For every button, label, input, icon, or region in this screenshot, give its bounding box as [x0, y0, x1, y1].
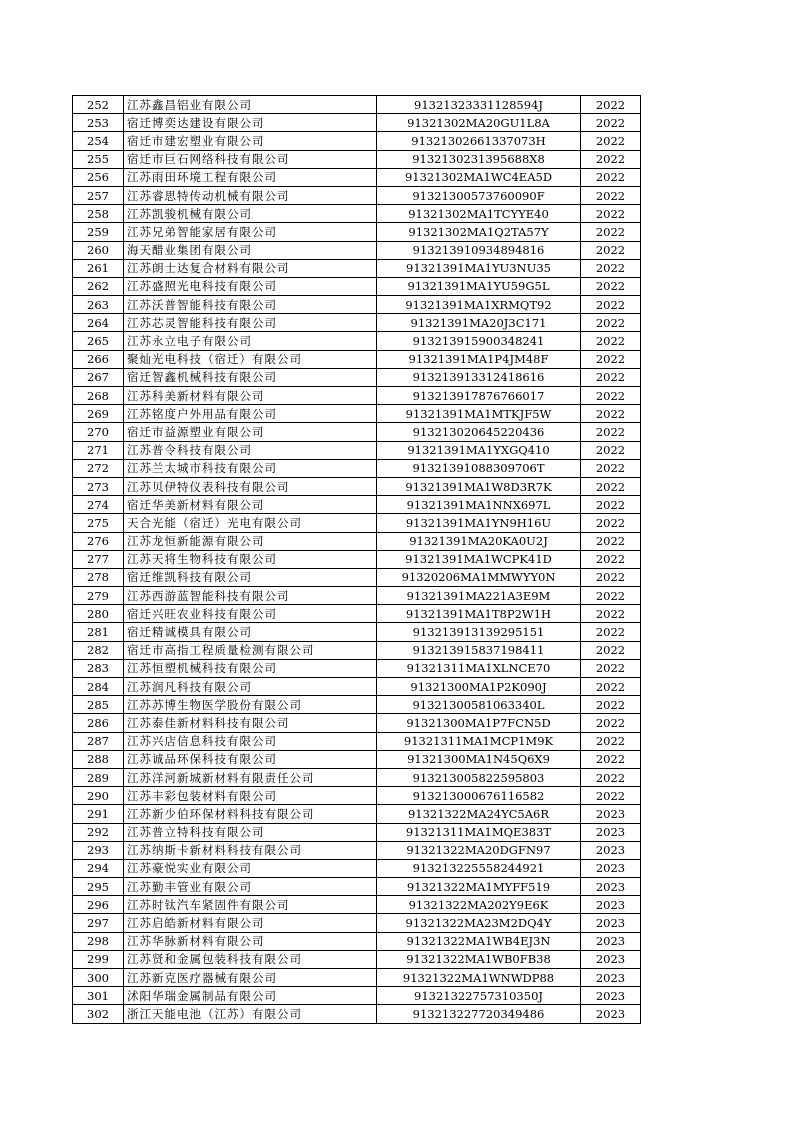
row-number-cell: 264 — [73, 314, 124, 332]
company-name-cell: 江苏科美新材料有限公司 — [124, 387, 377, 405]
row-number-cell: 279 — [73, 587, 124, 605]
credit-code-cell: 913213913139295151 — [377, 623, 581, 641]
credit-code-cell: 91321391MA20KA0U2J — [377, 532, 581, 550]
row-number-cell: 290 — [73, 787, 124, 805]
credit-code-cell: 913213225558244921 — [377, 859, 581, 877]
credit-code-cell: 91320206MA1MMWYY0N — [377, 568, 581, 586]
year-cell: 2022 — [581, 605, 641, 623]
credit-code-cell: 91321311MA1MQE383T — [377, 823, 581, 841]
company-name-cell: 宿迁维凯科技有限公司 — [124, 568, 377, 586]
year-cell: 2022 — [581, 350, 641, 368]
table-row — [73, 587, 641, 605]
credit-code-cell: 91321322MA1WNWDP88 — [377, 969, 581, 987]
company-name-cell: 宿迁市巨石网络科技有限公司 — [124, 150, 377, 168]
company-name-cell: 聚灿光电科技（宿迁）有限公司 — [124, 350, 377, 368]
credit-code-cell: 91321391MA1YU59G5L — [377, 277, 581, 295]
table-row — [73, 423, 641, 441]
table-row — [73, 1005, 641, 1023]
company-name-cell: 江苏贤和金属包装科技有限公司 — [124, 950, 377, 968]
row-number-cell: 267 — [73, 368, 124, 386]
table-row — [73, 750, 641, 768]
company-name-cell: 江苏纳斯卡新材料科技有限公司 — [124, 841, 377, 859]
company-name-cell: 江苏泰佳新材料科技有限公司 — [124, 714, 377, 732]
table-row — [73, 350, 641, 368]
year-cell: 2022 — [581, 223, 641, 241]
table-row — [73, 368, 641, 386]
year-cell: 2022 — [581, 732, 641, 750]
table-row — [73, 859, 641, 877]
credit-code-cell: 91321300MA1P2K090J — [377, 678, 581, 696]
company-name-cell: 宿迁市建宏塑业有限公司 — [124, 132, 377, 150]
row-number-cell: 284 — [73, 678, 124, 696]
table-row — [73, 96, 641, 114]
row-number-cell: 262 — [73, 277, 124, 295]
table-row — [73, 678, 641, 696]
company-name-cell: 江苏兴店信息科技有限公司 — [124, 732, 377, 750]
row-number-cell: 272 — [73, 459, 124, 477]
year-cell: 2022 — [581, 387, 641, 405]
row-number-cell: 302 — [73, 1005, 124, 1023]
table-row — [73, 787, 641, 805]
table-row — [73, 150, 641, 168]
table-row — [73, 550, 641, 568]
company-name-cell: 江苏芯灵智能科技有限公司 — [124, 314, 377, 332]
company-name-cell: 江苏启皓新材料有限公司 — [124, 914, 377, 932]
row-number-cell: 276 — [73, 532, 124, 550]
year-cell: 2022 — [581, 659, 641, 677]
table-row — [73, 696, 641, 714]
row-number-cell: 261 — [73, 259, 124, 277]
credit-code-cell: 91321391088309706T — [377, 459, 581, 477]
year-cell: 2022 — [581, 768, 641, 786]
credit-code-cell: 913213020645220436 — [377, 423, 581, 441]
table-row — [73, 277, 641, 295]
credit-code-cell: 91321391MA1YXGQ410 — [377, 441, 581, 459]
table-row — [73, 223, 641, 241]
company-name-cell: 江苏丰彩包装材料有限公司 — [124, 787, 377, 805]
table-row — [73, 896, 641, 914]
year-cell: 2022 — [581, 168, 641, 186]
credit-code-cell: 91321302MA1WC4EA5D — [377, 168, 581, 186]
row-number-cell: 282 — [73, 641, 124, 659]
table-row — [73, 496, 641, 514]
credit-code-cell: 91321391MA221A3E9M — [377, 587, 581, 605]
company-name-cell: 江苏凯骏机械有限公司 — [124, 205, 377, 223]
row-number-cell: 286 — [73, 714, 124, 732]
credit-code-cell: 91321391MA1P4JM48F — [377, 350, 581, 368]
credit-code-cell: 91321391MA1MTKJF5W — [377, 405, 581, 423]
row-number-cell: 280 — [73, 605, 124, 623]
credit-code-cell: 9132130231395688X8 — [377, 150, 581, 168]
credit-code-cell: 91321300MA1P7FCN5D — [377, 714, 581, 732]
credit-code-cell: 91321300581063340L — [377, 696, 581, 714]
year-cell: 2022 — [581, 205, 641, 223]
table-row — [73, 387, 641, 405]
company-name-cell: 江苏朗士达复合材料有限公司 — [124, 259, 377, 277]
credit-code-cell: 91321391MA1XRMQT92 — [377, 296, 581, 314]
year-cell: 2022 — [581, 514, 641, 532]
credit-code-cell: 91321322MA1WB0FB38 — [377, 950, 581, 968]
table-row — [73, 641, 641, 659]
credit-code-cell: 91321322MA1MYFF519 — [377, 878, 581, 896]
year-cell: 2022 — [581, 750, 641, 768]
year-cell: 2022 — [581, 696, 641, 714]
company-name-cell: 江苏新少伯环保材料科技有限公司 — [124, 805, 377, 823]
row-number-cell: 254 — [73, 132, 124, 150]
year-cell: 2022 — [581, 459, 641, 477]
row-number-cell: 271 — [73, 441, 124, 459]
row-number-cell: 263 — [73, 296, 124, 314]
company-name-cell: 江苏苏博生物医学股份有限公司 — [124, 696, 377, 714]
row-number-cell: 270 — [73, 423, 124, 441]
row-number-cell: 265 — [73, 332, 124, 350]
row-number-cell: 266 — [73, 350, 124, 368]
company-name-cell: 江苏新克医疗器械有限公司 — [124, 969, 377, 987]
company-name-cell: 江苏盛照光电科技有限公司 — [124, 277, 377, 295]
credit-code-cell: 91321311MA1MCP1M9K — [377, 732, 581, 750]
company-name-cell: 宿迁精诚模具有限公司 — [124, 623, 377, 641]
year-cell: 2022 — [581, 678, 641, 696]
table-row — [73, 969, 641, 987]
year-cell: 2023 — [581, 950, 641, 968]
table-row — [73, 732, 641, 750]
year-cell: 2022 — [581, 114, 641, 132]
company-name-cell: 江苏华脉新材料有限公司 — [124, 932, 377, 950]
year-cell: 2023 — [581, 1005, 641, 1023]
year-cell: 2023 — [581, 987, 641, 1005]
year-cell: 2023 — [581, 805, 641, 823]
company-name-cell: 江苏沃普智能科技有限公司 — [124, 296, 377, 314]
table-row — [73, 514, 641, 532]
year-cell: 2023 — [581, 841, 641, 859]
company-name-cell: 江苏勤丰管业有限公司 — [124, 878, 377, 896]
year-cell: 2022 — [581, 96, 641, 114]
table-body — [73, 96, 641, 1024]
row-number-cell: 281 — [73, 623, 124, 641]
row-number-cell: 275 — [73, 514, 124, 532]
credit-code-cell: 91321300MA1N45Q6X9 — [377, 750, 581, 768]
row-number-cell: 288 — [73, 750, 124, 768]
company-name-cell: 宿迁智鑫机械科技有限公司 — [124, 368, 377, 386]
company-name-cell: 江苏天将生物科技有限公司 — [124, 550, 377, 568]
table-row — [73, 768, 641, 786]
company-name-cell: 江苏西游蓝智能科技有限公司 — [124, 587, 377, 605]
table-row — [73, 841, 641, 859]
year-cell: 2022 — [581, 496, 641, 514]
company-name-cell: 江苏龙恒新能源有限公司 — [124, 532, 377, 550]
company-name-cell: 宿迁市高指工程质量检测有限公司 — [124, 641, 377, 659]
credit-code-cell: 91321391MA1YU3NU35 — [377, 259, 581, 277]
credit-code-cell: 91321302MA1TCYYE40 — [377, 205, 581, 223]
year-cell: 2022 — [581, 314, 641, 332]
year-cell: 2023 — [581, 878, 641, 896]
year-cell: 2022 — [581, 368, 641, 386]
table-row — [73, 623, 641, 641]
row-number-cell: 257 — [73, 186, 124, 204]
credit-code-cell: 913213915900348241 — [377, 332, 581, 350]
credit-code-cell: 91321391MA1WCPK41D — [377, 550, 581, 568]
year-cell: 2022 — [581, 405, 641, 423]
year-cell: 2022 — [581, 587, 641, 605]
year-cell: 2022 — [581, 186, 641, 204]
company-name-cell: 宿迁博奕达建设有限公司 — [124, 114, 377, 132]
credit-code-cell: 91321391MA1NNX697L — [377, 496, 581, 514]
year-cell: 2022 — [581, 332, 641, 350]
credit-code-cell: 91321322MA20DGFN97 — [377, 841, 581, 859]
row-number-cell: 253 — [73, 114, 124, 132]
credit-code-cell: 91321302MA1Q2TA57Y — [377, 223, 581, 241]
table-row — [73, 114, 641, 132]
company-name-cell: 江苏恒塑机械科技有限公司 — [124, 659, 377, 677]
row-number-cell: 296 — [73, 896, 124, 914]
table-row — [73, 259, 641, 277]
credit-code-cell: 913213227720349486 — [377, 1005, 581, 1023]
table-row — [73, 168, 641, 186]
company-name-cell: 宿迁市益源塑业有限公司 — [124, 423, 377, 441]
year-cell: 2022 — [581, 423, 641, 441]
year-cell: 2023 — [581, 859, 641, 877]
table-row — [73, 805, 641, 823]
company-name-cell: 江苏铭度户外用品有限公司 — [124, 405, 377, 423]
credit-code-cell: 913213913312418616 — [377, 368, 581, 386]
company-name-cell: 沭阳华瑞金属制品有限公司 — [124, 987, 377, 1005]
table-row — [73, 459, 641, 477]
company-name-cell: 宿迁兴旺农业科技有限公司 — [124, 605, 377, 623]
credit-code-cell: 913213000676116582 — [377, 787, 581, 805]
credit-code-cell: 913213005822595803 — [377, 768, 581, 786]
credit-code-cell: 91321302661337073H — [377, 132, 581, 150]
table-row — [73, 477, 641, 495]
year-cell: 2022 — [581, 641, 641, 659]
row-number-cell: 259 — [73, 223, 124, 241]
credit-code-cell: 913213917876766017 — [377, 387, 581, 405]
year-cell: 2022 — [581, 550, 641, 568]
year-cell: 2023 — [581, 914, 641, 932]
table-row — [73, 186, 641, 204]
table-row — [73, 405, 641, 423]
table-row — [73, 659, 641, 677]
company-name-cell: 海天醋业集团有限公司 — [124, 241, 377, 259]
year-cell: 2023 — [581, 969, 641, 987]
row-number-cell: 299 — [73, 950, 124, 968]
row-number-cell: 291 — [73, 805, 124, 823]
company-name-cell: 天合光能（宿迁）光电有限公司 — [124, 514, 377, 532]
table-row — [73, 605, 641, 623]
row-number-cell: 293 — [73, 841, 124, 859]
credit-code-cell: 91321323331128594J — [377, 96, 581, 114]
table-row — [73, 441, 641, 459]
year-cell: 2022 — [581, 787, 641, 805]
credit-code-cell: 91321322MA202Y9E6K — [377, 896, 581, 914]
year-cell: 2022 — [581, 277, 641, 295]
company-name-cell: 江苏普立特科技有限公司 — [124, 823, 377, 841]
table-row — [73, 932, 641, 950]
row-number-cell: 298 — [73, 932, 124, 950]
table-row — [73, 296, 641, 314]
table-row — [73, 714, 641, 732]
table-row — [73, 950, 641, 968]
year-cell: 2022 — [581, 441, 641, 459]
company-name-cell: 江苏雨田环境工程有限公司 — [124, 168, 377, 186]
credit-code-cell: 91321322757310350J — [377, 987, 581, 1005]
company-list-table — [72, 95, 641, 1024]
company-name-cell: 江苏永立电子有限公司 — [124, 332, 377, 350]
company-name-cell: 江苏普令科技有限公司 — [124, 441, 377, 459]
credit-code-cell: 91321391MA1YN9H16U — [377, 514, 581, 532]
row-number-cell: 295 — [73, 878, 124, 896]
credit-code-cell: 91321322MA1WB4EJ3N — [377, 932, 581, 950]
row-number-cell: 255 — [73, 150, 124, 168]
table-row — [73, 314, 641, 332]
company-name-cell: 江苏润凡科技有限公司 — [124, 678, 377, 696]
company-name-cell: 江苏兰太城市科技有限公司 — [124, 459, 377, 477]
company-name-cell: 江苏鑫昌铝业有限公司 — [124, 96, 377, 114]
row-number-cell: 283 — [73, 659, 124, 677]
year-cell: 2023 — [581, 896, 641, 914]
company-name-cell: 江苏贝伊特仪表科技有限公司 — [124, 477, 377, 495]
year-cell: 2022 — [581, 132, 641, 150]
company-name-cell: 江苏睿思特传动机械有限公司 — [124, 186, 377, 204]
year-cell: 2023 — [581, 823, 641, 841]
credit-code-cell: 91321391MA1T8P2W1H — [377, 605, 581, 623]
row-number-cell: 277 — [73, 550, 124, 568]
row-number-cell: 256 — [73, 168, 124, 186]
table-row — [73, 823, 641, 841]
credit-code-cell: 913213910934894816 — [377, 241, 581, 259]
year-cell: 2023 — [581, 932, 641, 950]
company-name-cell: 宿迁华美新材料有限公司 — [124, 496, 377, 514]
row-number-cell: 289 — [73, 768, 124, 786]
credit-code-cell: 91321300573760090F — [377, 186, 581, 204]
row-number-cell: 301 — [73, 987, 124, 1005]
row-number-cell: 287 — [73, 732, 124, 750]
row-number-cell: 258 — [73, 205, 124, 223]
row-number-cell: 260 — [73, 241, 124, 259]
year-cell: 2022 — [581, 150, 641, 168]
table-row — [73, 241, 641, 259]
year-cell: 2022 — [581, 623, 641, 641]
table-row — [73, 132, 641, 150]
year-cell: 2022 — [581, 477, 641, 495]
table-row — [73, 532, 641, 550]
year-cell: 2022 — [581, 568, 641, 586]
credit-code-cell: 91321311MA1XLNCE70 — [377, 659, 581, 677]
row-number-cell: 278 — [73, 568, 124, 586]
row-number-cell: 252 — [73, 96, 124, 114]
row-number-cell: 297 — [73, 914, 124, 932]
credit-code-cell: 91321322MA24YC5A6R — [377, 805, 581, 823]
row-number-cell: 285 — [73, 696, 124, 714]
row-number-cell: 300 — [73, 969, 124, 987]
row-number-cell: 292 — [73, 823, 124, 841]
row-number-cell: 274 — [73, 496, 124, 514]
row-number-cell: 294 — [73, 859, 124, 877]
credit-code-cell: 91321322MA23M2DQ4Y — [377, 914, 581, 932]
credit-code-cell: 913213915837198411 — [377, 641, 581, 659]
table-row — [73, 878, 641, 896]
year-cell: 2022 — [581, 241, 641, 259]
table-row — [73, 332, 641, 350]
table-row — [73, 987, 641, 1005]
credit-code-cell: 91321302MA20GU1L8A — [377, 114, 581, 132]
table-row — [73, 205, 641, 223]
credit-code-cell: 91321391MA20J3C171 — [377, 314, 581, 332]
year-cell: 2022 — [581, 714, 641, 732]
year-cell: 2022 — [581, 296, 641, 314]
year-cell: 2022 — [581, 259, 641, 277]
table-row — [73, 914, 641, 932]
row-number-cell: 269 — [73, 405, 124, 423]
table-row — [73, 568, 641, 586]
company-name-cell: 江苏豪悦实业有限公司 — [124, 859, 377, 877]
company-name-cell: 江苏洋河新城新材料有限责任公司 — [124, 768, 377, 786]
year-cell: 2022 — [581, 532, 641, 550]
company-name-cell: 江苏诚品环保科技有限公司 — [124, 750, 377, 768]
row-number-cell: 273 — [73, 477, 124, 495]
credit-code-cell: 91321391MA1W8D3R7K — [377, 477, 581, 495]
company-name-cell: 浙江天能电池（江苏）有限公司 — [124, 1005, 377, 1023]
company-name-cell: 江苏兄弟智能家居有限公司 — [124, 223, 377, 241]
company-name-cell: 江苏时钛汽车紧固件有限公司 — [124, 896, 377, 914]
row-number-cell: 268 — [73, 387, 124, 405]
